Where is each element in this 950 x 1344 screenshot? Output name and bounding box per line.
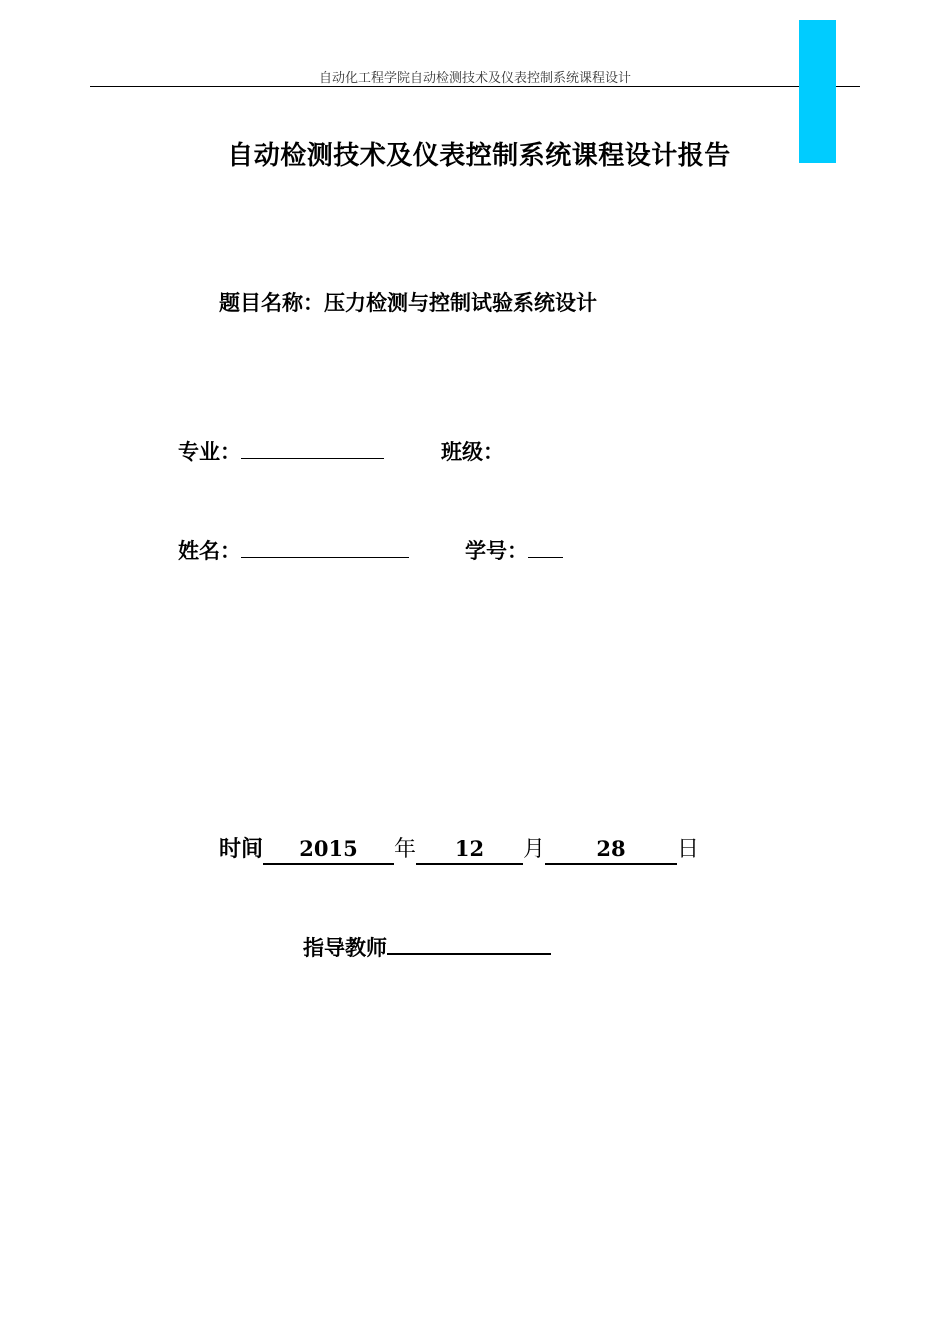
name-field [178,535,409,565]
running-header: 自动化工程学院自动检测技术及仪表控制系统课程设计 [318,71,631,86]
advisor-blank[interactable] [387,931,551,955]
document-title: 自动检测技术及仪表控制系统课程设计报告 [227,141,731,171]
advisor-label: 指导教师 [303,936,387,960]
student-id-label: 学号： [465,539,528,563]
month-value: 12 [416,835,523,865]
name-label: 姓名： [178,539,241,563]
month-unit: 月 [523,837,546,862]
date-row [219,832,699,865]
class-label: 班级： [441,440,504,464]
student-id-field [465,535,563,565]
advisor-field [303,931,551,962]
header-divider [90,86,860,87]
day-value: 28 [545,835,677,865]
subject-line [219,287,597,317]
year-unit: 年 [394,837,417,862]
date-label: 时间 [219,837,264,862]
year-value: 2015 [263,835,394,865]
major-blank[interactable] [241,440,384,459]
class-field [441,436,504,466]
day-unit: 日 [677,837,700,862]
major-field [178,436,384,466]
major-label: 专业： [178,440,241,464]
subject-value: 压力检测与控制试验系统设计 [324,291,597,315]
subject-label: 题目名称： [219,291,324,315]
student-id-blank[interactable] [528,539,563,558]
name-blank[interactable] [241,539,409,558]
